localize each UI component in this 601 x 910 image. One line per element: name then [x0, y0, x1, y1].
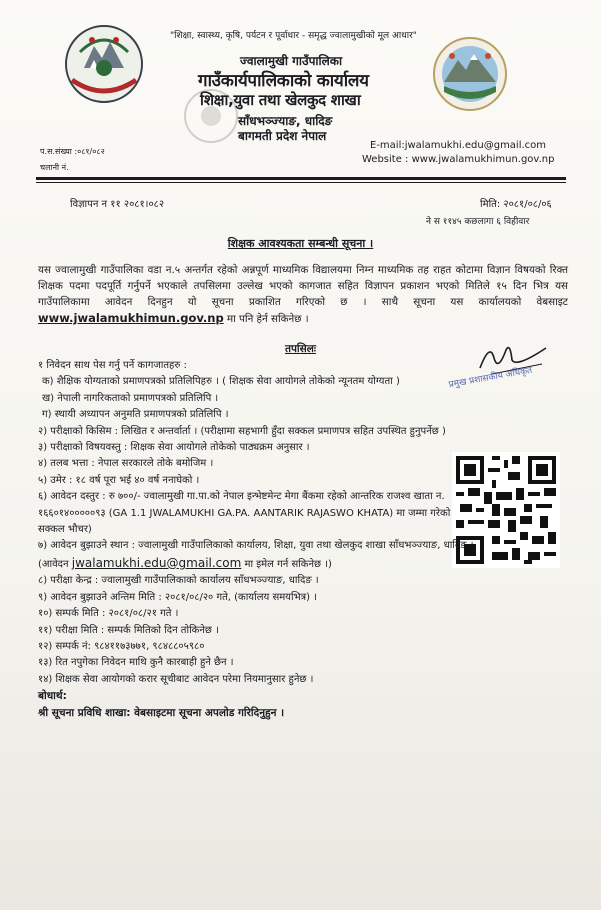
list-item: १२) सम्पर्क नं: ९८४११७३७७१, ९८४८८०५९८०	[38, 640, 205, 652]
patra-sankhya: प.स.संख्या :०८१/०८२	[40, 147, 105, 156]
list-item-end: मा इमेल गर्न सकिनेछ ।)	[241, 558, 332, 570]
list-item: ३) परीक्षाको विषयवस्तु : शिक्षक सेवा आयोगले तोकेको पाठ्यक्रम अनुसार ।	[38, 442, 310, 454]
notice-ref-right: ने स ११४५ कछलागा ६ विहीवार	[426, 217, 530, 227]
tapasil-list	[38, 358, 488, 721]
province: बागमती प्रदेश नेपाल	[238, 129, 327, 143]
divider-rule-thin	[36, 182, 566, 183]
location: साँधभञ्ज्याङ, धादिङ	[238, 114, 333, 128]
list-item	[38, 538, 478, 573]
application-email-link[interactable]: jwalamukhi.edu@gmail.com	[71, 555, 242, 570]
bodharth-heading: बोधार्थ:	[38, 690, 67, 703]
list-item: ४) तलब भत्ता : नेपाल सरकारले तोके बमोजिम ।	[38, 458, 214, 470]
notice-title	[0, 236, 601, 251]
list-item: १३) रित नपुगेका निवेदन माथि कुनै कारबाही हुने छैन ।	[38, 657, 234, 669]
bodharth-item: श्री सूचना प्रविधि शाखा: वेबसाइटमा सूचना अपलोड गरिदिनुहुन ।	[38, 706, 285, 719]
advertisement-number: विज्ञापन न ११ २०८१।०८२	[70, 199, 165, 210]
list-item: ख) नेपाली नागरिकताको प्रमाणपत्रको प्रतिलिपि ।	[42, 392, 219, 404]
notice-date: मिति: २०८१/०८/०६	[480, 199, 552, 210]
website-link[interactable]: www.jwalamukhimun.gov.np	[38, 311, 224, 325]
list-item: ११) परीक्षा मिति : सम्पर्क मितिको दिन तोकिनेछ ।	[38, 624, 219, 636]
list-item: ५) उमेर : १८ वर्ष पूरा भई ४० वर्ष ननाघेको ।	[38, 474, 200, 486]
official-stamp: प्रमुख प्रशासकीय अधिकृत	[448, 365, 533, 391]
watermark-emblem	[176, 86, 246, 146]
list-item: १०) सम्पर्क मिति : २०८१/०८/२१ गते ।	[38, 608, 179, 620]
list-item-text: ७) आवेदन बुझाउने स्थान : ज्वालामुखी गाउँपालिकाको कार्यालय, शिक्षा, युवा तथा खेलकुद शाखा साँधभञ्ज्याङ, धादिङ । (आवेदन	[38, 540, 474, 570]
list-item: १४) शिक्षक सेवा आयोगको करार सूचीबाट आवेदन परेमा नियमानुसार हुनेछ ।	[38, 673, 314, 685]
municipality-name: ज्वालामुखी गाउँपालिका	[240, 54, 343, 68]
motto: "शिक्षा, स्वास्थ्य, कृषि, पर्यटन र पूर्वाधार - समृद्ध ज्वालामुखीको मूल आधार"	[170, 31, 417, 41]
email: E-mail:jwalamukhi.edu@gmail.com	[370, 140, 547, 151]
website: Website : www.jwalamukhimun.gov.np	[362, 154, 555, 165]
notice-paragraph	[38, 262, 568, 327]
list-item: ६) आवेदन दस्तुर : रु ७००/- ज्वालामुखी गा.पा.को नेपाल इन्भेष्टमेन्ट मेगा बैंकमा रहेको आन्तरिक राजश्व खाता न. १६६०१४०००००९३ (GA 1.1 JWALAMUKHI GA.PA. AANTARIK RAJASWO KHATA) मा जम्मा गरेको सक्कल भौचर)	[38, 491, 451, 536]
list-item: १ निवेदन साथ पेस गर्नु पर्ने कागजातहरु :	[38, 360, 187, 371]
office-name: गाउँकार्यपालिकाको कार्यालय	[198, 71, 369, 91]
divider-rule	[36, 177, 566, 180]
nepal-emblem-logo	[62, 22, 146, 106]
list-item: क) शैक्षिक योग्यताको प्रमाणपत्रको प्रतिलिपिहरु । ( शिक्षक सेवा आयोगले तोकेको न्यूनतम योग्यता )	[42, 376, 400, 388]
list-item: ग) स्थायी अध्यापन अनुमति प्रमाणपत्रको प्रतिलिपि ।	[42, 409, 229, 421]
section-name: शिक्षा,युवा तथा खेलकुद शाखा	[200, 91, 361, 109]
notice-title-text: शिक्षक आवश्यकता सम्बन्धी सूचना ।	[227, 237, 374, 250]
municipality-logo	[432, 36, 508, 112]
list-item: ८) परीक्षा केन्द्र : ज्वालामुखी गाउँपालिकाको कार्यालय साँधभञ्ज्याङ, धादिङ ।	[38, 575, 319, 587]
chalani-number: चलानी नं.	[40, 163, 69, 172]
list-item: ९) आवेदन बुझाउने अन्तिम मिति : २०८१/०८/२० गते, (कार्यालय समयभित्र) ।	[38, 591, 317, 603]
paragraph-end: मा पनि हेर्न सकिनेछ ।	[223, 313, 309, 325]
paragraph-text: यस ज्वालामुखी गाउँपालिका वडा न.५ अन्तर्गत रहेको अन्नपूर्ण माध्यमिक विद्यालयमा निम्न माध्यमिक तह राहत कोटामा विज्ञान विषयको रिक्त शिक्षक पदमा पदपूर्ति गर्नुपर्ने भएकाले तपसिलमा उल्लेख भएको कागजात सहित विज्ञापन प्रकाशन भएको मितिले १५ दिन भित्र यस गाउँपालिकामा आवेदन दिनहुन यो सूचना प्रकाशित गरिएको छ । साथै सूचना यस कार्यालयको वेबसाइट	[38, 264, 568, 308]
tapasil-text: तपसिलः	[284, 343, 316, 355]
list-item: २) परीक्षाको किसिम : लिखित र अन्तर्वार्ता । (परीक्षामा सहभागी हुँदा सक्कल प्रमाणपत्र सहित उपस्थित हुनुपर्नेछ )	[38, 425, 446, 437]
